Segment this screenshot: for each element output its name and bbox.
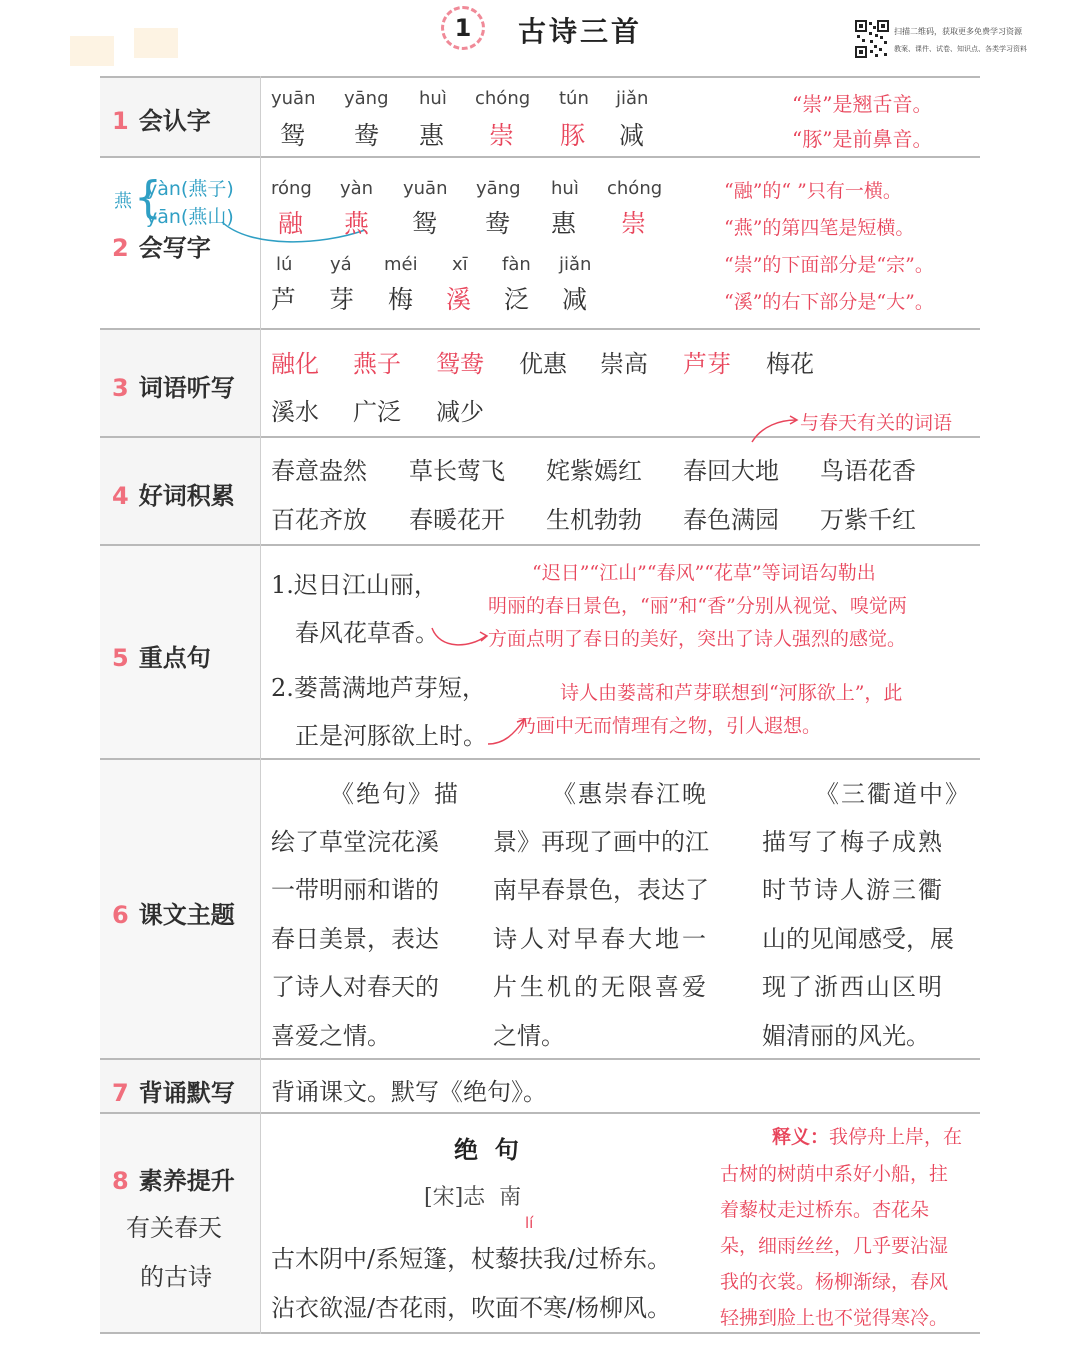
rule-bottom: [100, 1332, 980, 1334]
section-label-1: [112, 101, 211, 136]
polyphone-char: 燕: [114, 191, 132, 212]
s1-pinyin-2: yāng: [344, 88, 389, 109]
s1-char-5: 豚: [560, 121, 586, 150]
s5-line-1: 1.迟日江山丽，: [271, 571, 438, 599]
rule-1: [100, 156, 980, 158]
s3-word-8: 溪水: [271, 398, 319, 426]
s8-shiyi-line2: 古树的树荫中系好小船，拄: [720, 1163, 949, 1185]
s2-r2-char-4: 溪: [446, 285, 472, 314]
s4-word-3: 姹紫嫣红: [546, 457, 642, 485]
s2-r1-char-3: 鸳: [412, 209, 438, 238]
s3-word-4: 优惠: [519, 350, 567, 378]
s1-pinyin-6: jiǎn: [616, 88, 649, 109]
s1-note-2: “豚”是前鼻音。: [792, 127, 933, 151]
s3-word-1: 融化: [271, 350, 319, 378]
s4-word-4: 春回大地: [683, 457, 779, 485]
section-num-5: 5: [112, 644, 129, 672]
section-title-4: 好词积累: [138, 482, 235, 510]
s2-r1-pinyin-1: róng: [271, 178, 312, 199]
section-num-6: 6: [112, 901, 129, 929]
s5-line-4: 正是河豚欲上时。: [295, 722, 487, 750]
s4-note: 与春天有关的词语: [800, 412, 953, 434]
section-label-7: [112, 1073, 235, 1108]
s2-r2-char-2: 芽: [329, 285, 355, 314]
s1-note-1: “崇”是翘舌音。: [792, 92, 933, 116]
s5-line-3: 2.蒌蒿满地芦芽短，: [271, 674, 486, 702]
s3-word-6: 芦芽: [683, 350, 731, 378]
s8-poem-author: [宋]志 南: [424, 1185, 522, 1210]
s8-poem-line1: 古木阴中/系短篷，杖藜扶我/过桥东。: [271, 1245, 672, 1273]
s8-shiyi-line5: 我的衣裳。杨柳渐绿，春风: [720, 1271, 949, 1293]
s5-note1-line1: “迟日”“江山”“春风”“花草”等词语勾勒出: [532, 562, 876, 584]
s2-r2-pinyin-1: lú: [276, 254, 293, 275]
section-8-subtitle-2: 的古诗: [140, 1263, 212, 1291]
s8-poem-title: 绝 句: [454, 1135, 519, 1164]
s2-r2-char-6: 减: [562, 285, 588, 314]
section-num-1: 1: [112, 107, 129, 135]
section-title-2: 会写字: [138, 234, 211, 262]
s4-word-6: 百花齐放: [271, 506, 367, 534]
s2-r1-char-6: 崇: [621, 209, 647, 238]
qr-caption-line1: 扫描二维码，获取更多免费学习资源: [894, 27, 1022, 36]
section-num-7: 7: [112, 1079, 129, 1107]
s3-word-3: 鸳鸯: [436, 350, 484, 378]
s7-text: 背诵课文。默写《绝句》。: [271, 1078, 547, 1106]
s3-word-2: [353, 344, 401, 379]
s4-word-7: 春暖花开: [409, 506, 505, 534]
s8-shiyi-label: 释义：: [772, 1126, 830, 1148]
s2-r2-pinyin-3: méi: [384, 254, 418, 275]
s3-word-5: 崇高: [600, 350, 648, 378]
section-title-8: 素养提升: [138, 1167, 235, 1195]
section-label-8: [112, 1161, 235, 1196]
s6-col3-line2: 描写了梅子成熟: [762, 828, 944, 856]
qr-caption-line2: 教案、课件、试卷、知识点、各类学习资料: [894, 45, 1027, 53]
s6-col2-line1: 《惠崇春江晚: [552, 780, 708, 808]
sticky-note-left: [70, 36, 114, 66]
s1-pinyin-3: huì: [419, 88, 447, 109]
s2-note-3: “崇”的下面部分是“宗”。: [724, 254, 934, 276]
s6-col2-line2: 景》再现了画中的江: [493, 828, 709, 856]
s1-pinyin-1: yuān: [271, 88, 316, 109]
lesson-title: 古诗三首: [518, 15, 643, 48]
section-title-3: 词语听写: [138, 374, 235, 402]
s4-word-2: 草长莺飞: [409, 457, 505, 485]
s8-shiyi-line1: [772, 1122, 962, 1149]
s3-word-10: 减少: [436, 398, 484, 426]
s2-r2-char-1: 芦: [271, 285, 297, 314]
s5-note1-arrow: [430, 620, 490, 650]
s2-r1-pinyin-2: yàn: [340, 178, 374, 199]
s6-col2-line3: 南早春景色，表达了: [493, 876, 709, 904]
s6-col3-line5: 现了浙西山区明: [762, 973, 944, 1001]
s1-char-2: 鸯: [354, 121, 380, 150]
s2-r2-pinyin-4: xī: [452, 254, 468, 275]
section-num-3: 3: [112, 374, 129, 402]
s6-col1-line2: 绘了草堂浣花溪: [271, 828, 439, 856]
s2-r2-char-3: 梅: [388, 285, 414, 314]
section-title-6: 课文主题: [138, 901, 235, 929]
s3-word-9: 广泛: [353, 398, 401, 426]
s6-col1-line3: 一带明丽和谐的: [271, 876, 439, 904]
s2-r1-char-5: 惠: [551, 209, 577, 238]
s6-col3-line1: 《三衢道中》: [815, 780, 971, 808]
s4-word-9: 春色满园: [683, 506, 779, 534]
s2-r2-char-5: 泛: [504, 285, 530, 314]
s4-word-8: 生机勃勃: [546, 506, 642, 534]
section-num-2: 2: [112, 234, 129, 262]
polyphone-reading-1: yàn(燕子): [146, 178, 234, 200]
s4-word-5: 鸟语花香: [820, 457, 916, 485]
s5-note2-line1: 诗人由蒌蒿和芦芽联想到“河豚欲上”，此: [560, 682, 903, 704]
s2-r1-pinyin-6: chóng: [607, 178, 663, 199]
s5-note2-line2: 乃画中无而情理有之物，引人遐想。: [517, 715, 822, 737]
s2-r2-pinyin-2: yá: [330, 254, 352, 275]
section-num-4: 4: [112, 482, 129, 510]
section-label-5: [112, 638, 211, 673]
lesson-number-badge: [441, 6, 485, 50]
s6-col1-line1: 《绝句》描: [330, 780, 460, 808]
s6-col1-line5: 了诗人对春天的: [271, 973, 439, 1001]
s2-r1-pinyin-4: yāng: [476, 178, 521, 199]
s1-char-3: 惠: [419, 121, 445, 150]
section-label-3: [112, 368, 235, 403]
s1-pinyin-4: chóng: [475, 88, 531, 109]
section-num-8: 8: [112, 1167, 129, 1195]
rule-6: [100, 1058, 980, 1060]
section-label-4: [112, 476, 235, 511]
s5-line-2: 春风花草香。: [295, 619, 439, 647]
s8-shiyi-text1: 我停舟上岸，在: [829, 1126, 963, 1148]
s3-word-7: 梅花: [766, 350, 814, 378]
s8-pinyin-li: lí: [525, 1214, 534, 1232]
s2-r2-pinyin-6: jiǎn: [559, 254, 592, 275]
section-title-1: 会认字: [138, 107, 211, 135]
s2-r1-pinyin-3: yuān: [403, 178, 448, 199]
s6-col3-line3: 时节诗人游三衢: [762, 876, 944, 904]
s2-note-1: “融”的“ ”只有一横。: [724, 180, 902, 202]
s6-col2-line5: 片生机的无限喜爱: [493, 973, 709, 1001]
rule-7: [100, 1112, 980, 1114]
s3-word-2-text: 燕子: [353, 350, 401, 378]
sticky-note-right: [134, 28, 178, 58]
section-label-2: [112, 228, 211, 263]
qr-code[interactable]: [855, 20, 889, 58]
s6-col1-line6: 喜爱之情。: [271, 1022, 391, 1050]
s1-pinyin-5: tún: [559, 88, 589, 109]
s1-char-6: 减: [619, 121, 645, 150]
s5-note1-line2: 明丽的春日景色，“丽”和“香”分别从视觉、嗅觉两: [488, 595, 907, 617]
s2-r1-char-2: 燕: [344, 209, 370, 238]
s4-word-1: 春意盎然: [271, 457, 367, 485]
s8-shiyi-line4: 朵，细雨丝丝，几乎要沾湿: [720, 1235, 949, 1257]
s1-char-4: 崇: [489, 121, 515, 150]
s2-note-4: “溪”的右下部分是“大”。: [724, 291, 934, 313]
rule-5: [100, 758, 980, 760]
s4-note-arrow: [750, 414, 800, 444]
s2-r1-char-4: 鸯: [485, 209, 511, 238]
lesson-number: 1: [454, 14, 472, 42]
rule-4: [100, 544, 980, 546]
s6-col2-line6: 之情。: [493, 1022, 565, 1050]
section-8-subtitle-1: 有关春天: [126, 1214, 222, 1242]
section-title-7: 背诵默写: [138, 1079, 235, 1107]
polyphone-reading-2: yān(燕山): [146, 206, 234, 228]
s8-shiyi-line6: 轻拂到脸上也不觉得寒冷。: [720, 1307, 949, 1329]
section-label-6: [112, 895, 235, 930]
rule-vertical: [260, 76, 261, 1334]
s6-col3-line6: 媚清丽的风光。: [762, 1022, 930, 1050]
s8-shiyi-line3: 着藜杖走过桥东。杏花朵: [720, 1199, 930, 1221]
rule-3: [100, 436, 980, 438]
s4-word-10: 万紫千红: [820, 506, 916, 534]
s2-note-2: “燕”的第四笔是短横。: [724, 217, 915, 239]
s6-col2-line4: 诗人对早春大地一: [493, 925, 709, 953]
s8-poem-line2: 沾衣欲湿/杏花雨，吹面不寒/杨柳风。: [271, 1294, 672, 1322]
rule-2: [100, 328, 980, 330]
s1-char-1: 鸳: [280, 121, 306, 150]
s6-col3-line4: 山的见闻感受，展: [762, 925, 954, 953]
s5-note1-line3: 方面点明了春日的美好，突出了诗人强烈的感觉。: [488, 628, 907, 650]
polyphone-brace: {: [134, 172, 162, 223]
s2-r1-pinyin-5: huì: [551, 178, 579, 199]
rule-top: [100, 76, 980, 78]
s6-col1-line4: 春日美景，表达: [271, 925, 439, 953]
s2-r2-pinyin-5: fàn: [502, 254, 531, 275]
s2-r1-char-1: 融: [278, 209, 304, 238]
section-title-5: 重点句: [138, 644, 211, 672]
